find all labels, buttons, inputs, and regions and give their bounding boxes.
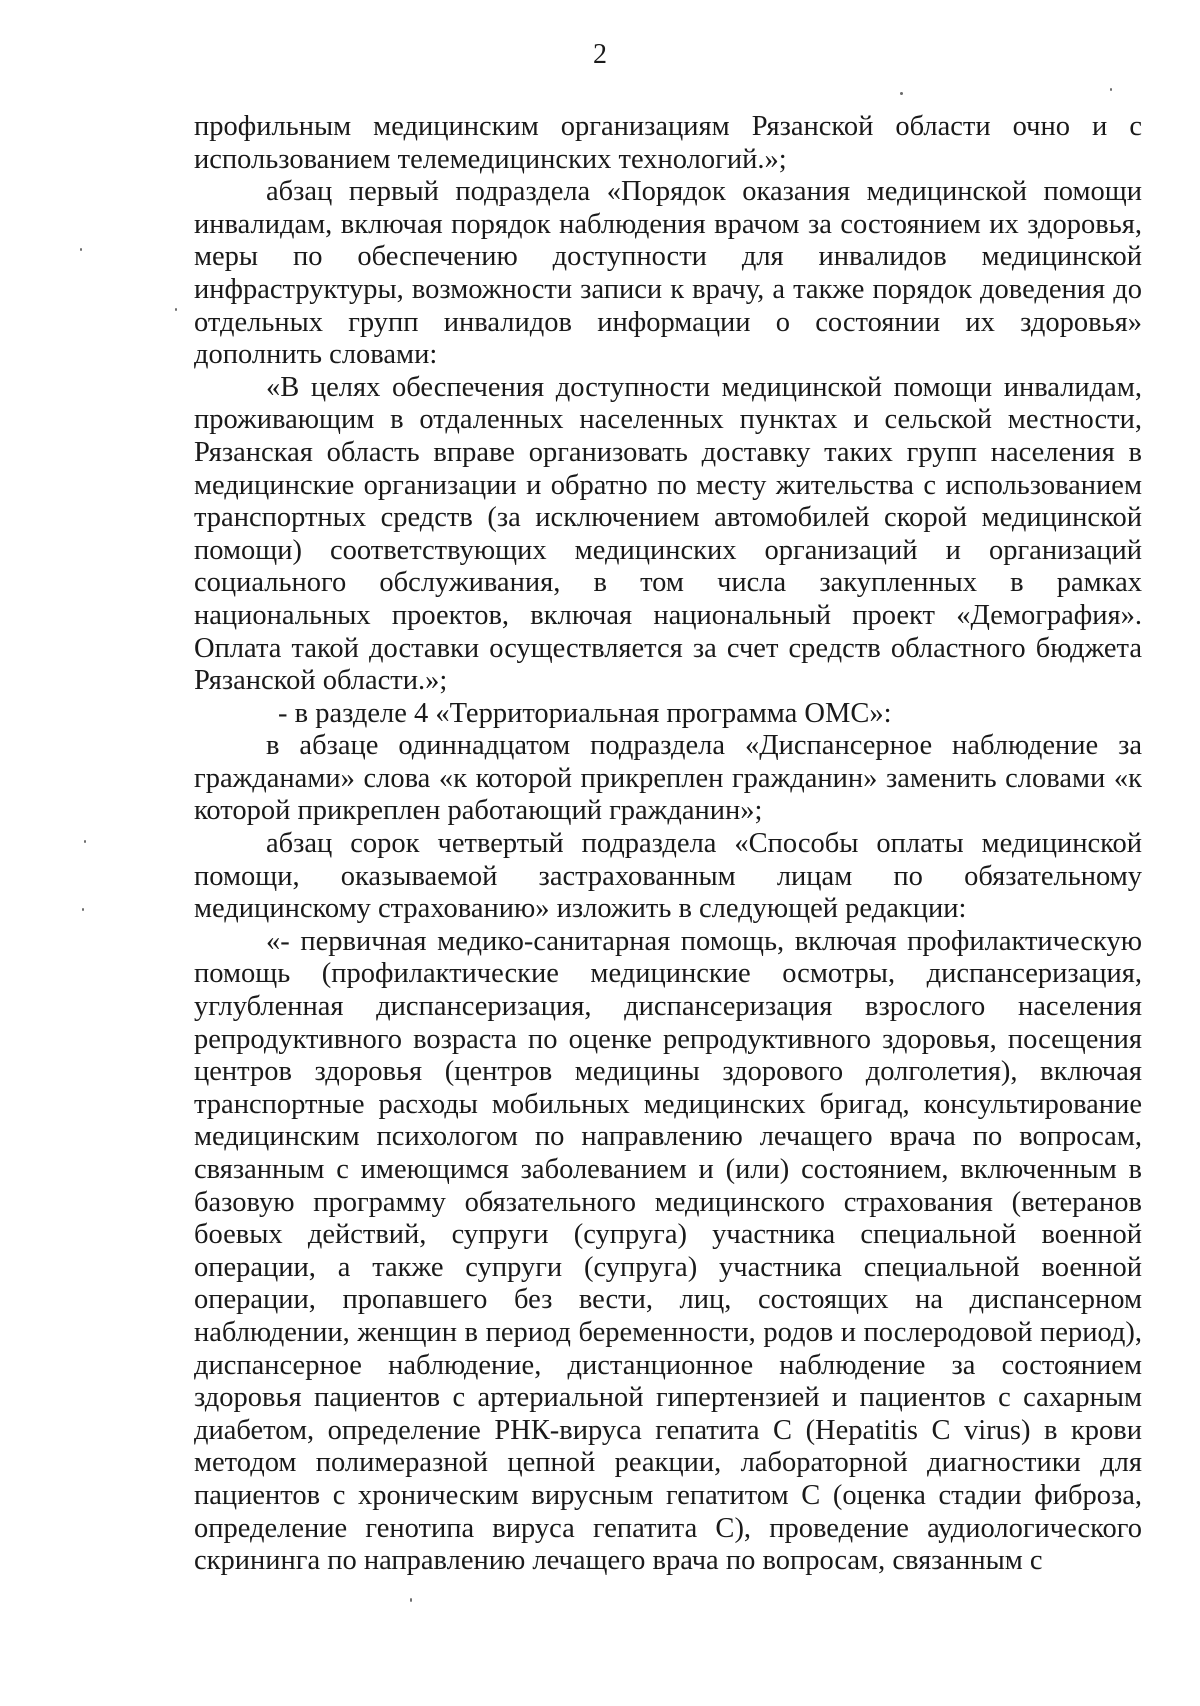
- paragraph-dispensary-observation: в абзаце одиннадцатом подраздела «Диспансерное наблюдение за гражданами» слова «к которой прикреплен гражданин» заменить словами «к которой прикреплен работающий гражданин»;: [194, 730, 1142, 827]
- paragraph-transport-provision: «В целях обеспечения доступности медицинской помощи инвалидам, проживающим в отдаленных населенных пунктах и сельской местности, Рязанская область вправе организовать доставку таких групп населения в медицинские организации и обратно по месту жительства с использованием транспортных средств (за исключением автомобилей скорой медицинской помощи) соответствующих медицинских организаций и организаций социального обслуживания, в том числа закупленных в рамках национальных проектов, включая национальный проект «Демография». Оплата такой доставки осуществляется за счет средств областного бюджета Рязанской области.»;: [194, 371, 1142, 697]
- scan-speck: [900, 92, 903, 95]
- scan-speck: [80, 248, 82, 251]
- scan-speck: [410, 1598, 412, 1602]
- paragraph-primary-care: «- первичная медико-санитарная помощь, включая профилактическую помощь (профилактические медицинские осмотры, диспансеризация, углубленная диспансеризация, диспансеризация взрослого населения репродуктивного возраста по оценке репродуктивного здоровья, посещения центров здоровья (центров медицины здорового долголетия), включая транспортные расходы мобильных медицинских бригад, консультирование медицинским психологом по направлению лечащего врача по вопросам, связанным с имеющимся заболеванием и (или) состоянием, включенным в базовую программу обязательного медицинского страхования (ветеранов боевых действий, супруги (супруга) участника специальной военной операции, а также супруги (супруга) участника специальной военной операции, пропавшего без вести, лиц, состоящих на диспансерном наблюдении, женщин в период беременности, родов и послеродовой период), диспансерное наблюдение, дистанционное наблюдение за состоянием здоровья пациентов с артериальной гипертензией и пациентов с сахарным диабетом, определение РНК-вируса гепатита С (Hepatitis C virus) в крови методом полимеразной цепной реакции, лабораторной диагностики для пациентов с хроническим вирусным гепатитом С (оценка стадии фиброза, определение генотипа вируса гепатита С), проведение аудиологического скрининга по направлению лечащего врача по вопросам, связанным с: [194, 925, 1142, 1577]
- scan-speck: [84, 840, 86, 843]
- document-body: [194, 111, 1142, 1578]
- scan-speck: [82, 908, 84, 911]
- scan-speck: [175, 308, 177, 311]
- paragraph-amendment-disabled-care: абзац первый подраздела «Порядок оказания медицинской помощи инвалидам, включая порядок наблюдения врачом за состоянием их здоровья, меры по обеспечению доступности для инвалидов медицинской инфраструктуры, возможности записи к врачу, а также порядок доведения до отдельных групп инвалидов информации о состоянии их здоровья» дополнить словами:: [194, 176, 1142, 371]
- paragraph-section-4-heading: - в разделе 4 «Территориальная программа ОМС»:: [278, 697, 892, 729]
- scan-speck: [1110, 88, 1112, 91]
- paragraph-payment-methods: абзац сорок четвертый подраздела «Способы оплаты медицинской помощи, оказываемой застрахованным лицам по обязательному медицинскому страхованию» изложить в следующей редакции:: [194, 828, 1142, 925]
- paragraph-continuation: профильным медицинским организациям Рязанской области очно и с использованием телемедицинских технологий.»;: [194, 111, 1142, 175]
- page-number: 2: [593, 39, 607, 70]
